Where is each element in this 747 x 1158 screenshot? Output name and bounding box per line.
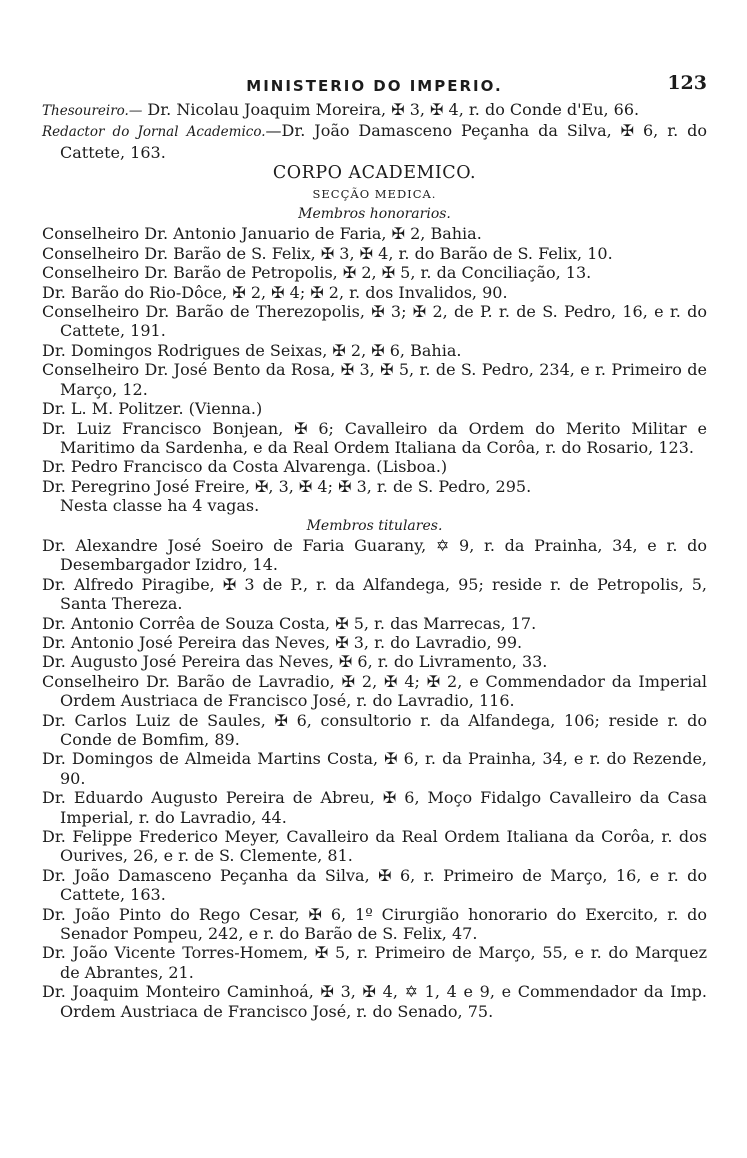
vacancy-note: Nesta classe ha 4 vagas. xyxy=(60,496,260,516)
list-item: Dr. Domingos de Almeida Martins Costa, ✠ 6, r. da Prainha, 34, e r. do Rezende, 90. xyxy=(42,749,707,788)
list-item: Dr. Peregrino José Freire, ✠, 3, ✠ 4; ✠ 3, r. de S. Pedro, 295. xyxy=(42,476,532,496)
section-title: CORPO ACADEMICO. xyxy=(272,163,477,184)
officer-entry xyxy=(42,100,707,121)
list-item: Dr. L. M. Politzer. (Vienna.) xyxy=(42,399,263,419)
list-item: Conselheiro Dr. Barão de Therezopolis, ✠ 3; ✠ 2, de P. r. de S. Pedro, 16, e r. do Cattete, 191. xyxy=(42,302,707,341)
officer-text: Dr. Nicolau Joaquim Moreira, ✠ 3, ✠ 4, r. do Conde d'Eu, 66. xyxy=(142,100,640,119)
list-item: Conselheiro Dr. Barão de S. Felix, ✠ 3, ✠ 4, r. do Barão de S. Felix, 10. xyxy=(42,243,613,263)
running-title: MINISTERIO DO IMPERIO. xyxy=(246,77,503,95)
list-item: Dr. Pedro Francisco da Costa Alvarenga. (Lisboa.) xyxy=(42,457,448,477)
list-item: Dr. Luiz Francisco Bonjean, ✠ 6; Cavalleiro da Ordem do Merito Militar e Maritimo da Sardenha, e da Real Ordem Italiana da Corôa, r. do Rosario, 123. xyxy=(42,418,707,457)
list-item: Dr. Augusto José Pereira das Neves, ✠ 6, r. do Livramento, 33. xyxy=(42,652,548,672)
list-item: Dr. João Damasceno Peçanha da Silva, ✠ 6, r. Primeiro de Março, 16, e r. do Cattete, 163. xyxy=(42,865,707,905)
list-item: Dr. Domingos Rodrigues de Seixas, ✠ 2, ✠ 6, Bahia. xyxy=(42,340,462,360)
list-item: Conselheiro Dr. Barão de Petropolis, ✠ 2, ✠ 5, r. da Conciliação, 13. xyxy=(42,263,592,283)
officer-role: Thesoureiro.— xyxy=(42,103,143,119)
officer-text: —Dr. João Damasceno Peçanha da Silva, ✠ 6, r. do Cattete, 163. xyxy=(60,121,708,162)
list-item: Dr. Alfredo Piragibe, ✠ 3 de P., r. da Alfandega, 95; reside r. de Petropolis, 5, Santa Thereza. xyxy=(42,574,707,614)
list-item: Dr. Antonio Corrêa de Souza Costa, ✠ 5, r. das Marrecas, 17. xyxy=(42,613,537,633)
page-header xyxy=(42,72,707,98)
list-item: Conselheiro Dr. José Bento da Rosa, ✠ 3, ✠ 5, r. de S. Pedro, 234, e r. Primeiro de Março, 12. xyxy=(42,360,707,399)
honorary-heading: Membros honorarios. xyxy=(298,206,451,223)
page-content xyxy=(42,100,707,1021)
honorary-list xyxy=(42,224,707,515)
page-number: 123 xyxy=(667,72,707,94)
officer-role: Redactor do Jornal Academico. xyxy=(42,124,266,141)
list-item: Dr. Eduardo Augusto Pereira de Abreu, ✠ 6, Moço Fidalgo Cavalleiro da Casa Imperial, r. do Lavradio, 44. xyxy=(42,788,707,827)
subsection-title: SECÇÃO MEDICA. xyxy=(312,186,437,201)
list-item: Dr. Barão do Rio-Dôce, ✠ 2, ✠ 4; ✠ 2, r. dos Invalidos, 90. xyxy=(42,282,508,302)
officer-entry xyxy=(42,121,707,162)
list-item: Dr. João Pinto do Rego Cesar, ✠ 6, 1º Cirurgião honorario do Exercito, r. do Senador Pompeu, 242, e r. do Barão de S. Felix, 47. xyxy=(42,904,707,944)
list-item: Dr. Carlos Luiz de Saules, ✠ 6, consultorio r. da Alfandega, 106; reside r. do Conde de Bomfim, 89. xyxy=(42,710,707,749)
list-item: Dr. Joaquim Monteiro Caminhoá, ✠ 3, ✠ 4, ✡ 1, 4 e 9, e Commendador da Imp. Ordem Austriaca de Francisco José, r. do Senado, 75. xyxy=(42,982,707,1021)
list-item: Dr. João Vicente Torres-Homem, ✠ 5, r. Primeiro de Março, 55, e r. do Marquez de Abrantes, 21. xyxy=(42,943,707,982)
titular-list xyxy=(42,536,707,1021)
list-item: Dr. Alexandre José Soeiro de Faria Guarany, ✡ 9, r. da Prainha, 34, e r. do Desembargador Izidro, 14. xyxy=(42,535,707,575)
list-item: Dr. Antonio José Pereira das Neves, ✠ 3, r. do Lavradio, 99. xyxy=(42,632,523,652)
list-item: Conselheiro Dr. Antonio Januario de Faria, ✠ 2, Bahia. xyxy=(42,224,482,244)
titular-heading: Membros titulares. xyxy=(306,517,443,534)
list-item: Conselheiro Dr. Barão de Lavradio, ✠ 2, ✠ 4; ✠ 2, e Commendador da Imperial Ordem Austriaca de Francisco José, r. do Lavradio, 116. xyxy=(42,671,707,711)
list-item: Dr. Felippe Frederico Meyer, Cavalleiro da Real Ordem Italiana da Corôa, r. dos Ourives, 26, e r. de S. Clemente, 81. xyxy=(42,827,707,866)
